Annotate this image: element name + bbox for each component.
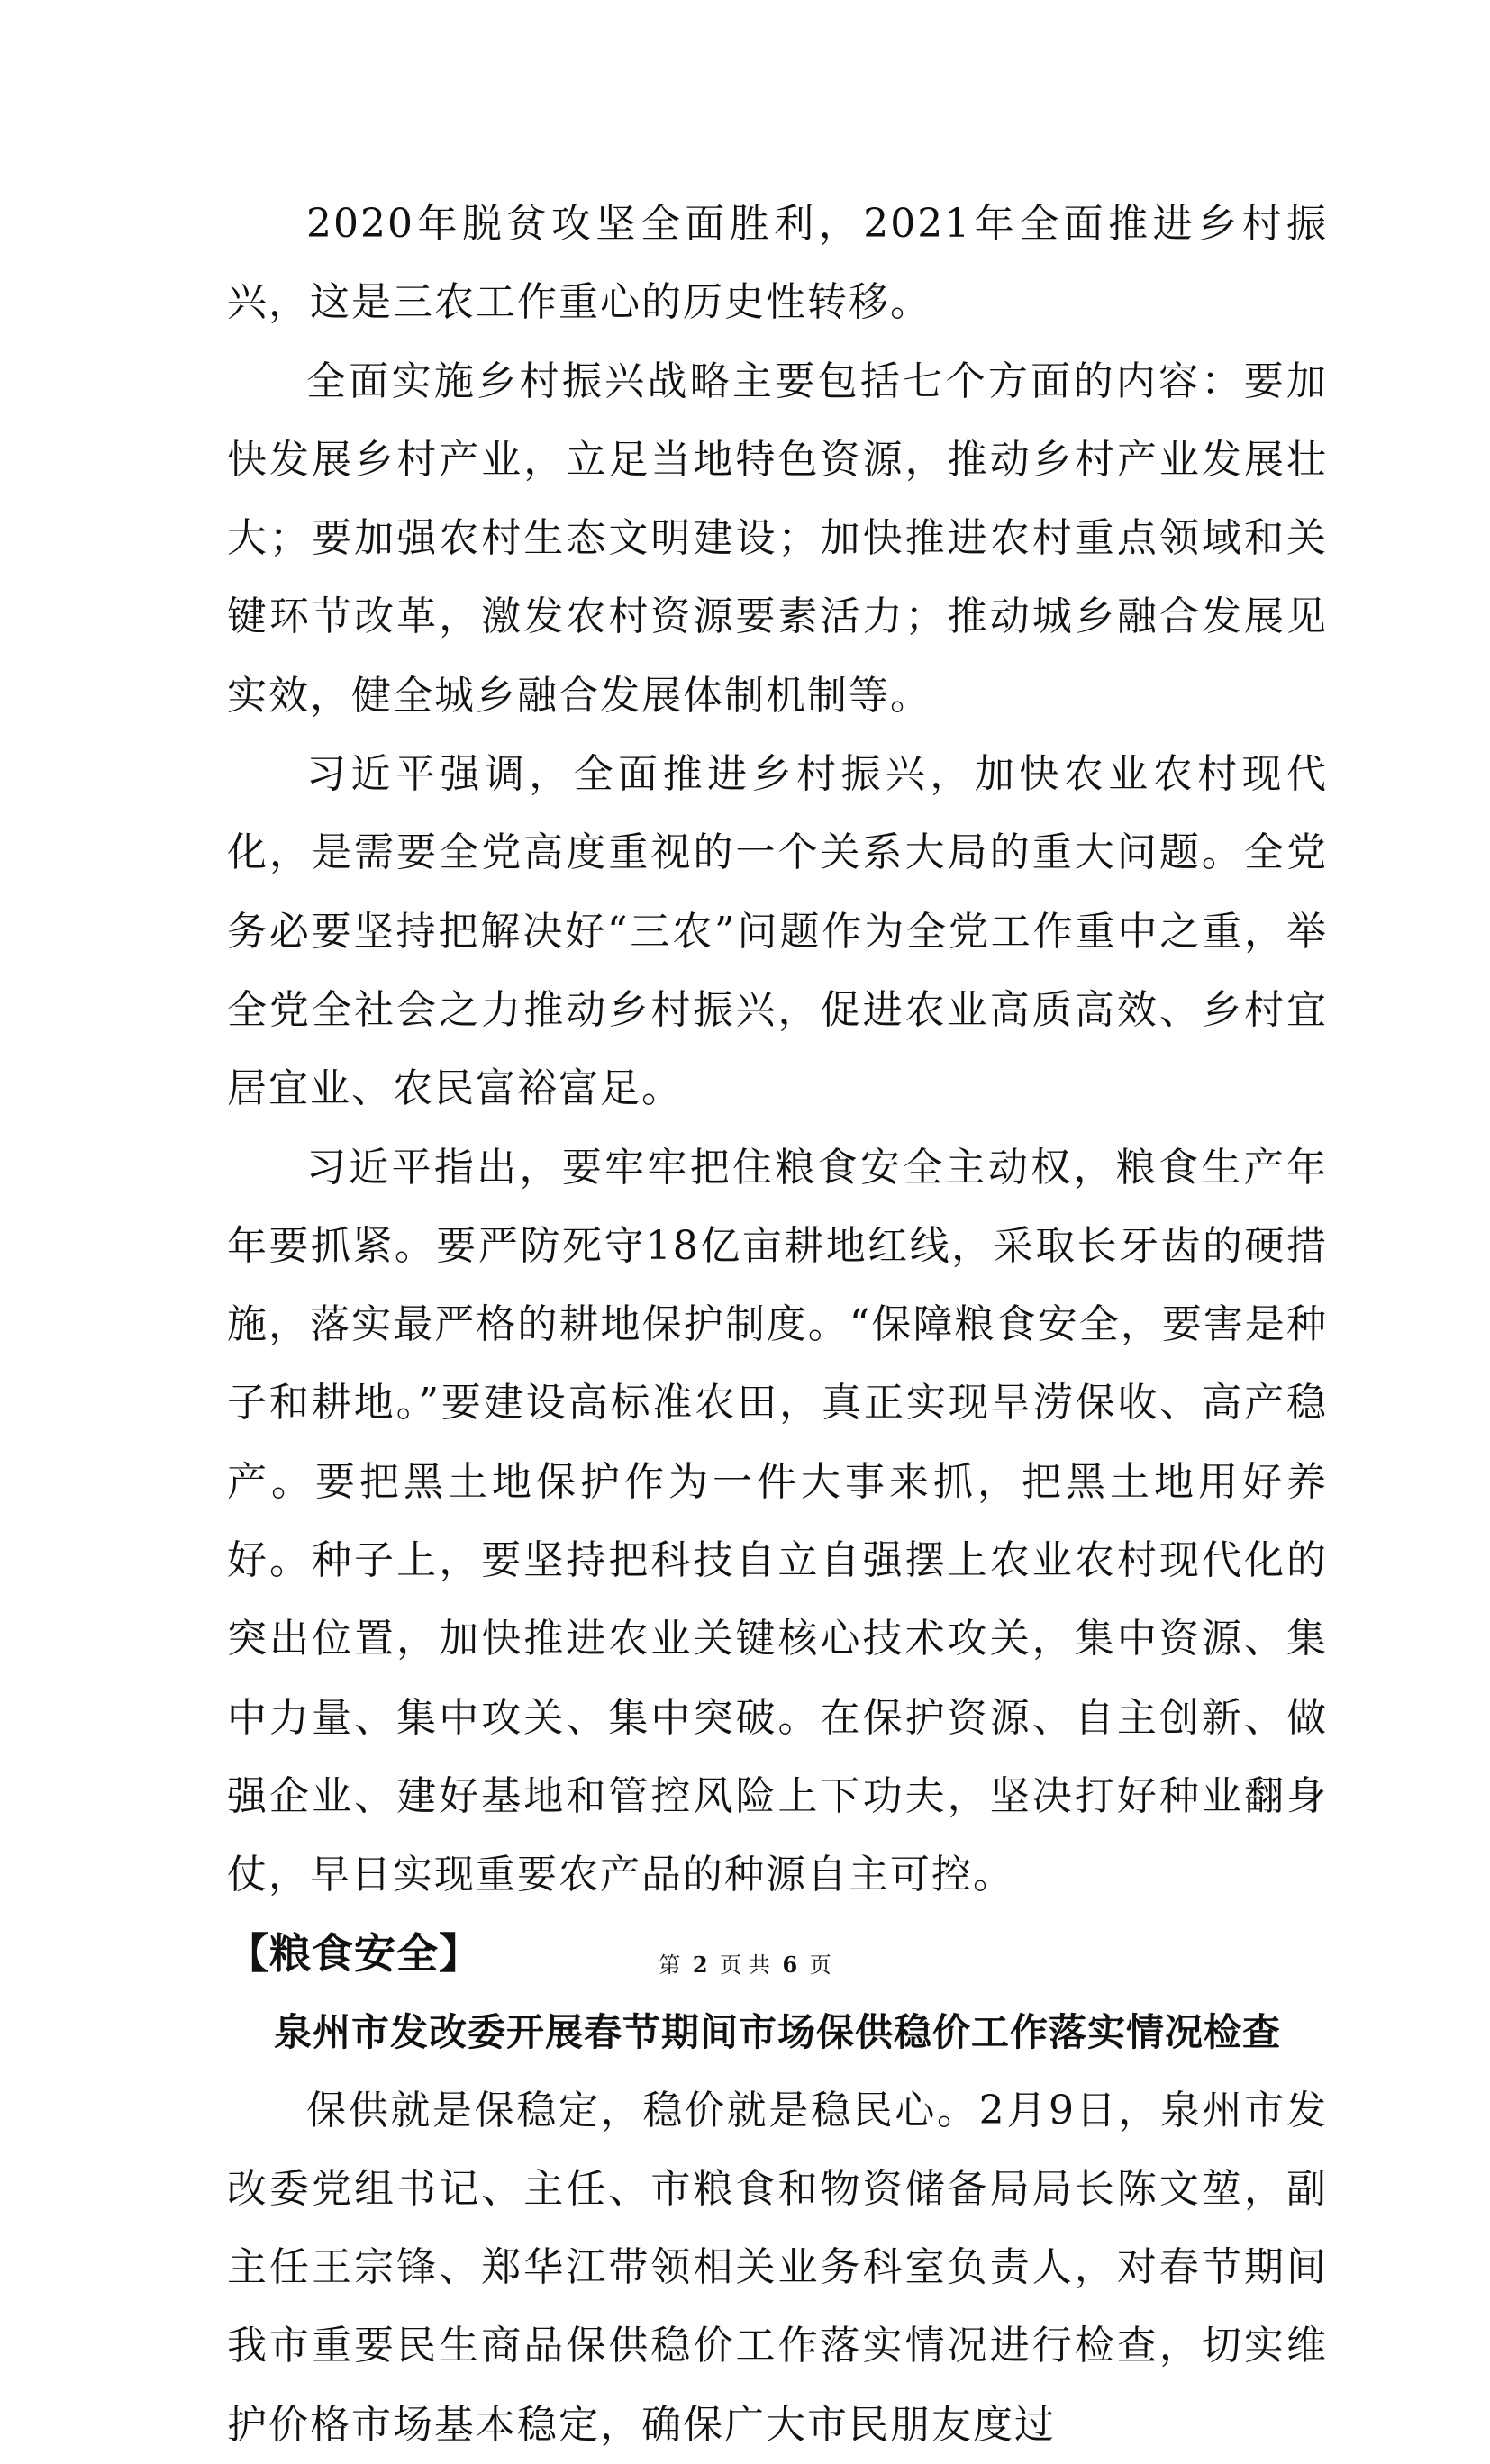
paragraph-xi-emphasizes: 习近平强调，全面推进乡村振兴，加快农业农村现代化，是需要全党高度重视的一个关系大局的重大问题。全党务必要坚持把解决好“三农”问题作为全党工作重中之重，举全党全社会之力推动乡村振兴，促进农业高质高效、乡村宜居宜业、农民富裕富足。 [227,751,1328,1112]
article-title: 泉州市发改委开展春节期间市场保供稳价工作落实情况检查 [273,2009,1281,2054]
footer-current-page: 2 [692,1952,708,1978]
paragraph-seven-aspects: 全面实施乡村振兴战略主要包括七个方面的内容：要加快发展乡村产业，立足当地特色资源，推动乡村产业发展壮大；要加强农村生态文明建设；加快推进农村重点领域和关键环节改革，激发农村资源要素活力；推动城乡融合发展见实效，健全城乡融合发展体制机制等。 [227,358,1328,719]
paragraph-xi-points-out: 习近平指出，要牢牢把住粮食安全主动权，粮食生产年年要抓紧。要严防死守18亿亩耕地红线，采取长牙齿的硬措施，落实最严格的耕地保护制度。“保障粮食安全，要害是种子和耕地。”要建设高标准农田，真正实现旱涝保收、高产稳产。要把黑土地保护作为一件大事来抓，把黑土地用好养好。种子上，要坚持把科技自立自强摆上农业农村现代化的突出位置，加快推进农业关键核心技术攻关，集中资源、集中力量、集中攻关、集中突破。在保护资源、自主创新、做强企业、建好基地和管控风险上下功夫，坚决打好种业翻身仗，早日实现重要农产品的种源自主可控。 [227,1144,1328,1898]
footer-middle: 页 共 [720,1952,770,1978]
section-heading-food-security: 【粮食安全】 [227,1928,481,1978]
footer-total-pages: 6 [782,1952,798,1978]
footer-prefix: 第 [659,1952,681,1978]
footer-suffix: 页 [809,1952,831,1978]
page-content [227,185,1328,2464]
paragraph-rural-revitalization-shift: 2020年脱贫攻坚全面胜利，2021年全面推进乡村振兴，这是三农工作重心的历史性转移。 [227,201,1328,326]
paragraph-supply-price-check: 保供就是保稳定，稳价就是稳民心。2月9日，泉州市发改委党组书记、主任、市粮食和物资储备局局长陈文堃，副主任王宗锋、郑华江带领相关业务科室负责人，对春节期间我市重要民生商品保供稳价工作落实情况进行检查，切实维护价格市场基本稳定，确保广大市民朋友度过 [227,2087,1328,2448]
page-footer [0,1947,1490,1979]
